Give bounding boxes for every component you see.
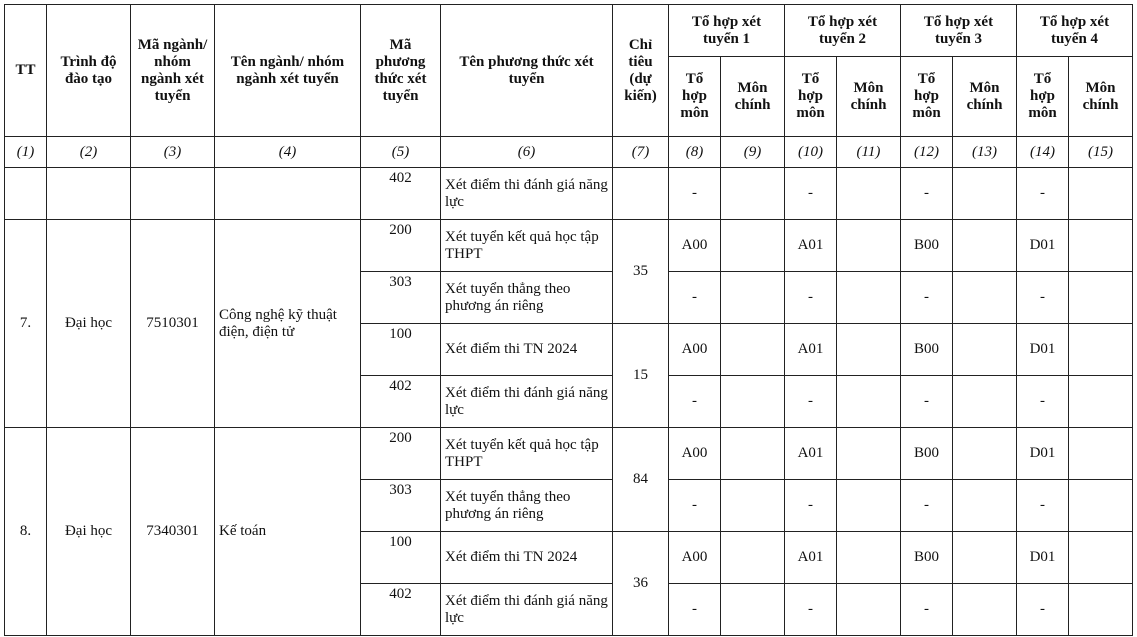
- combo-cell: -: [901, 584, 953, 636]
- column-index: (11): [837, 137, 901, 168]
- combo-cell: -: [785, 376, 837, 428]
- header-method-code: Mã phương thức xét tuyển: [361, 5, 441, 137]
- main-subject-cell: [953, 272, 1017, 324]
- header-major-name: Tên ngành/ nhóm ngành xét tuyển: [215, 5, 361, 137]
- combo-cell: -: [1017, 376, 1069, 428]
- column-index: (2): [47, 137, 131, 168]
- training-level-cell: Đại học: [47, 428, 131, 636]
- main-subject-cell: [953, 220, 1017, 272]
- column-index: (13): [953, 137, 1017, 168]
- combo-cell: A01: [785, 324, 837, 376]
- combo-cell: -: [785, 584, 837, 636]
- column-index: (3): [131, 137, 215, 168]
- tt-cell: 7.: [5, 220, 47, 428]
- admissions-table: [4, 4, 1133, 636]
- main-subject-cell: [1069, 584, 1133, 636]
- method-name-cell: Xét tuyển thẳng theo phương án riêng: [441, 272, 613, 324]
- combo-cell: -: [669, 376, 721, 428]
- main-subject-cell: [721, 532, 785, 584]
- column-index: (6): [441, 137, 613, 168]
- combo-cell: -: [1017, 168, 1069, 220]
- method-code-cell: 402: [361, 376, 441, 428]
- method-code-cell: 402: [361, 168, 441, 220]
- major-name-cell: Kế toán: [215, 428, 361, 636]
- column-index: (4): [215, 137, 361, 168]
- combo-cell: D01: [1017, 220, 1069, 272]
- combo-cell: D01: [1017, 324, 1069, 376]
- combo-cell: -: [669, 168, 721, 220]
- header-group-4: Tổ hợp xét tuyển 4: [1017, 5, 1133, 57]
- header-main-subject-1: Môn chính: [721, 57, 785, 137]
- combo-cell: A00: [669, 532, 721, 584]
- method-name-cell: Xét tuyển kết quả học tập THPT: [441, 220, 613, 272]
- column-index: (5): [361, 137, 441, 168]
- main-subject-cell: [1069, 168, 1133, 220]
- training-level-cell: [47, 168, 131, 220]
- combo-cell: -: [901, 168, 953, 220]
- main-subject-cell: [721, 428, 785, 480]
- main-subject-cell: [837, 532, 901, 584]
- table-body: [5, 137, 1133, 636]
- training-level-cell: Đại học: [47, 220, 131, 428]
- main-subject-cell: [837, 272, 901, 324]
- combo-cell: A00: [669, 324, 721, 376]
- quota-cell: 36: [613, 532, 669, 636]
- main-subject-cell: [837, 376, 901, 428]
- main-subject-cell: [1069, 272, 1133, 324]
- tt-cell: 8.: [5, 428, 47, 636]
- quota-cell: [613, 168, 669, 220]
- main-subject-cell: [1069, 324, 1133, 376]
- method-name-cell: Xét tuyển thẳng theo phương án riêng: [441, 480, 613, 532]
- main-subject-cell: [837, 428, 901, 480]
- method-name-cell: Xét điểm thi đánh giá năng lực: [441, 168, 613, 220]
- major-code-cell: [131, 168, 215, 220]
- major-code-cell: 7510301: [131, 220, 215, 428]
- combo-cell: A01: [785, 532, 837, 584]
- main-subject-cell: [953, 532, 1017, 584]
- method-name-cell: Xét tuyển kết quả học tập THPT: [441, 428, 613, 480]
- combo-cell: -: [669, 272, 721, 324]
- main-subject-cell: [721, 168, 785, 220]
- combo-cell: -: [669, 584, 721, 636]
- header-group-3: Tổ hợp xét tuyển 3: [901, 5, 1017, 57]
- header-main-subject-2: Môn chính: [837, 57, 901, 137]
- main-subject-cell: [1069, 376, 1133, 428]
- combo-cell: B00: [901, 220, 953, 272]
- combo-cell: -: [901, 376, 953, 428]
- main-subject-cell: [721, 220, 785, 272]
- header-training-level: Trình độ đào tạo: [47, 5, 131, 137]
- tt-cell: [5, 168, 47, 220]
- header-group-2: Tổ hợp xét tuyển 2: [785, 5, 901, 57]
- combo-cell: -: [1017, 480, 1069, 532]
- quota-cell: 84: [613, 428, 669, 532]
- method-code-cell: 402: [361, 584, 441, 636]
- method-code-cell: 100: [361, 532, 441, 584]
- combo-cell: -: [785, 480, 837, 532]
- main-subject-cell: [953, 168, 1017, 220]
- column-index-row: [5, 137, 1133, 168]
- column-index: (14): [1017, 137, 1069, 168]
- combo-cell: A01: [785, 428, 837, 480]
- main-subject-cell: [953, 428, 1017, 480]
- main-subject-cell: [953, 584, 1017, 636]
- combo-cell: -: [1017, 272, 1069, 324]
- combo-cell: D01: [1017, 532, 1069, 584]
- major-name-cell: [215, 168, 361, 220]
- combo-cell: -: [901, 480, 953, 532]
- header-combo-1: Tổ hợp môn: [669, 57, 721, 137]
- header-group-1: Tổ hợp xét tuyển 1: [669, 5, 785, 57]
- major-name-cell: Công nghệ kỹ thuật điện, điện tử: [215, 220, 361, 428]
- header-major-code: Mã ngành/ nhóm ngành xét tuyển: [131, 5, 215, 137]
- combo-cell: B00: [901, 532, 953, 584]
- combo-cell: D01: [1017, 428, 1069, 480]
- combo-cell: B00: [901, 324, 953, 376]
- main-subject-cell: [721, 376, 785, 428]
- column-index: (9): [721, 137, 785, 168]
- combo-cell: -: [785, 168, 837, 220]
- main-subject-cell: [953, 480, 1017, 532]
- method-name-cell: Xét điểm thi đánh giá năng lực: [441, 584, 613, 636]
- main-subject-cell: [837, 480, 901, 532]
- method-code-cell: 303: [361, 272, 441, 324]
- method-name-cell: Xét điểm thi đánh giá năng lực: [441, 376, 613, 428]
- combo-cell: A00: [669, 428, 721, 480]
- main-subject-cell: [837, 168, 901, 220]
- column-index: (10): [785, 137, 837, 168]
- main-subject-cell: [721, 272, 785, 324]
- header-combo-3: Tổ hợp môn: [901, 57, 953, 137]
- main-subject-cell: [1069, 532, 1133, 584]
- main-subject-cell: [721, 480, 785, 532]
- header-combo-4: Tổ hợp môn: [1017, 57, 1069, 137]
- main-subject-cell: [1069, 428, 1133, 480]
- quota-cell: 35: [613, 220, 669, 324]
- method-code-cell: 200: [361, 220, 441, 272]
- main-subject-cell: [953, 376, 1017, 428]
- method-code-cell: 200: [361, 428, 441, 480]
- column-index: (15): [1069, 137, 1133, 168]
- quota-cell: 15: [613, 324, 669, 428]
- main-subject-cell: [721, 324, 785, 376]
- main-subject-cell: [837, 584, 901, 636]
- header-quota: Chỉ tiêu (dự kiến): [613, 5, 669, 137]
- main-subject-cell: [721, 584, 785, 636]
- main-subject-cell: [1069, 220, 1133, 272]
- combo-cell: A00: [669, 220, 721, 272]
- header-main-subject-3: Môn chính: [953, 57, 1017, 137]
- combo-cell: A01: [785, 220, 837, 272]
- header-main-subject-4: Môn chính: [1069, 57, 1133, 137]
- combo-cell: -: [1017, 584, 1069, 636]
- method-code-cell: 303: [361, 480, 441, 532]
- header-row-1: [5, 5, 1133, 57]
- table-row: [5, 220, 1133, 272]
- main-subject-cell: [837, 324, 901, 376]
- column-index: (7): [613, 137, 669, 168]
- main-subject-cell: [953, 324, 1017, 376]
- combo-cell: -: [901, 272, 953, 324]
- combo-cell: B00: [901, 428, 953, 480]
- combo-cell: -: [785, 272, 837, 324]
- column-index: (12): [901, 137, 953, 168]
- header-method-name: Tên phương thức xét tuyển: [441, 5, 613, 137]
- combo-cell: -: [669, 480, 721, 532]
- continuation-row: [5, 168, 1133, 220]
- method-name-cell: Xét điểm thi TN 2024: [441, 324, 613, 376]
- method-name-cell: Xét điểm thi TN 2024: [441, 532, 613, 584]
- table-row: [5, 428, 1133, 480]
- column-index: (8): [669, 137, 721, 168]
- column-index: (1): [5, 137, 47, 168]
- method-code-cell: 100: [361, 324, 441, 376]
- main-subject-cell: [837, 220, 901, 272]
- header-combo-2: Tổ hợp môn: [785, 57, 837, 137]
- header-tt: TT: [5, 5, 47, 137]
- main-subject-cell: [1069, 480, 1133, 532]
- major-code-cell: 7340301: [131, 428, 215, 636]
